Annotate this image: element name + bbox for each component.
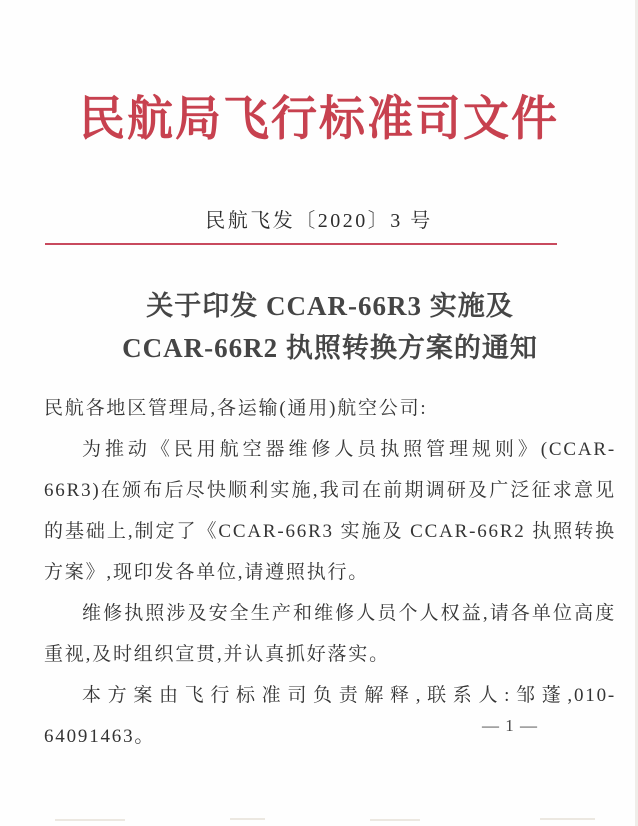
document-body: [44, 388, 616, 757]
salutation-line: 民航各地区管理局,各运输(通用)航空公司:: [44, 398, 428, 419]
scan-artifact-dash: [540, 818, 595, 820]
document-reference-number: 民航飞发〔2020〕3 号: [205, 210, 433, 232]
agency-header-title: 民航局飞行标准司文件: [79, 92, 559, 146]
body-paragraph: 为推动《民用航空器维修人员执照管理规则》(CCAR-66R3)在颁布后尽快顺利实施,我司在前期调研及广泛征求意见的基础上,制定了《CCAR-66R3 实施及 CCAR-66R2 执照转换方案》,现印发各单位,请遵照执行。: [44, 439, 616, 583]
scan-artifact-dash: [370, 819, 420, 821]
scan-artifact-dash: [55, 819, 125, 821]
document-title-line-1: 关于印发 CCAR-66R3 实施及: [146, 291, 514, 321]
page-number: — 1 —: [482, 716, 538, 735]
scan-artifact-dash: [230, 818, 265, 820]
document-title: [45, 285, 615, 369]
document-title-line-2: CCAR-66R2 执照转换方案的通知: [122, 333, 538, 363]
body-paragraph: 维修执照涉及安全生产和维修人员个人权益,请各单位高度重视,及时组织宣贯,并认真抓好落实。: [44, 603, 616, 665]
body-paragraph: 本方案由飞行标准司负责解释,联系人:邹蓬,010-64091463。: [44, 685, 616, 747]
red-separator-rule: [45, 243, 557, 245]
